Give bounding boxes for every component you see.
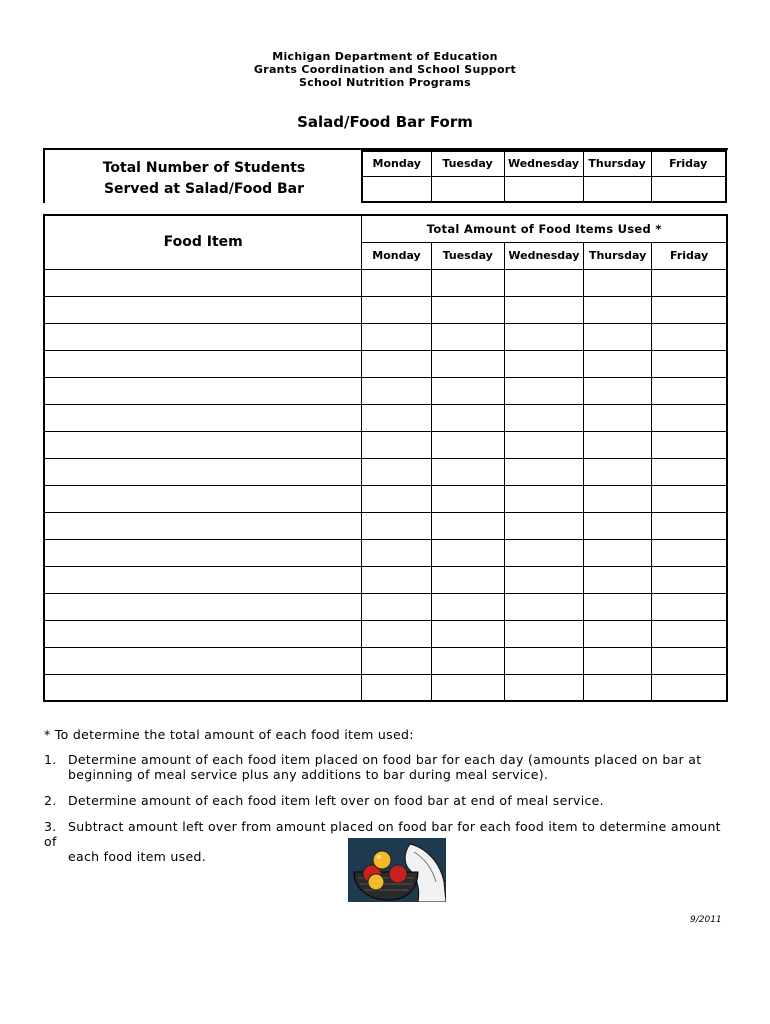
food-item-name-input[interactable] <box>44 458 362 485</box>
food-amount-monday-input[interactable] <box>362 458 431 485</box>
food-amount-friday-input[interactable] <box>652 674 727 701</box>
food-item-row <box>44 620 727 647</box>
food-amount-thursday-input[interactable] <box>584 269 652 296</box>
agency-name: Michigan Department of Education <box>272 50 498 63</box>
students-day-monday: Monday <box>362 151 431 176</box>
food-amount-tuesday-input[interactable] <box>431 485 504 512</box>
food-amount-thursday-input[interactable] <box>584 323 652 350</box>
apple-highlight <box>377 855 381 859</box>
food-amount-tuesday-input[interactable] <box>431 350 504 377</box>
food-item-row <box>44 593 727 620</box>
food-item-row <box>44 458 727 485</box>
items-day-tuesday: Tuesday <box>431 242 504 269</box>
food-amount-tuesday-input[interactable] <box>431 458 504 485</box>
food-amount-thursday-input[interactable] <box>584 593 652 620</box>
food-amount-thursday-input[interactable] <box>584 404 652 431</box>
students-friday-input[interactable] <box>651 176 726 202</box>
food-amount-wednesday-input[interactable] <box>504 674 583 701</box>
total-amount-header: Total Amount of Food Items Used * <box>362 215 727 242</box>
food-item-row <box>44 485 727 512</box>
food-amount-tuesday-input[interactable] <box>431 512 504 539</box>
items-day-monday: Monday <box>362 242 431 269</box>
food-item-row <box>44 674 727 701</box>
food-amount-tuesday-input[interactable] <box>431 269 504 296</box>
food-item-row <box>44 647 727 674</box>
students-wednesday-input[interactable] <box>504 176 583 202</box>
food-item-row <box>44 269 727 296</box>
food-item-name-input[interactable] <box>44 269 362 296</box>
note-step-2-text: Determine amount of each food item left over on food bar at end of meal service. <box>68 793 604 808</box>
note-step-1-text: Determine amount of each food item placed on food bar for each day (amounts placed on bar at <box>68 752 702 767</box>
items-day-friday: Friday <box>652 242 727 269</box>
students-tuesday-input[interactable] <box>431 176 504 202</box>
food-amount-wednesday-input[interactable] <box>504 593 583 620</box>
students-day-thursday: Thursday <box>583 151 651 176</box>
food-amount-tuesday-input[interactable] <box>431 593 504 620</box>
food-amount-friday-input[interactable] <box>652 539 727 566</box>
food-item-name-input[interactable] <box>44 512 362 539</box>
food-items-table <box>43 214 728 702</box>
food-amount-thursday-input[interactable] <box>584 620 652 647</box>
food-amount-tuesday-input[interactable] <box>431 620 504 647</box>
food-item-row <box>44 323 727 350</box>
food-amount-friday-input[interactable] <box>652 485 727 512</box>
food-amount-friday-input[interactable] <box>652 512 727 539</box>
food-item-row <box>44 539 727 566</box>
apple-basket-hand-illustration <box>348 838 446 902</box>
food-amount-monday-input[interactable] <box>362 512 431 539</box>
yellow-apple-bottom <box>368 874 384 890</box>
food-amount-monday-input[interactable] <box>362 485 431 512</box>
food-item-row <box>44 296 727 323</box>
note-step-1-text-cont: beginning of meal service plus any additions to bar during meal service). <box>68 767 549 782</box>
food-item-row <box>44 350 727 377</box>
students-thursday-input[interactable] <box>583 176 651 202</box>
food-amount-friday-input[interactable] <box>652 350 727 377</box>
division-name: Grants Coordination and School Support <box>253 63 517 76</box>
food-amount-wednesday-input[interactable] <box>504 323 583 350</box>
items-day-thursday: Thursday <box>584 242 652 269</box>
note-step-2 <box>44 793 734 808</box>
note-step-1-number: 1. <box>44 752 57 767</box>
food-item-name-input[interactable] <box>44 566 362 593</box>
food-amount-friday-input[interactable] <box>652 458 727 485</box>
items-day-wednesday: Wednesday <box>504 242 583 269</box>
note-step-3-number: 3. <box>44 819 57 834</box>
food-amount-wednesday-input[interactable] <box>504 539 583 566</box>
food-amount-wednesday-input[interactable] <box>504 458 583 485</box>
red-apple-right <box>389 865 407 883</box>
food-amount-thursday-input[interactable] <box>584 485 652 512</box>
students-day-wednesday: Wednesday <box>504 151 583 176</box>
food-amount-wednesday-input[interactable] <box>504 350 583 377</box>
food-amount-friday-input[interactable] <box>652 377 727 404</box>
food-item-name-input[interactable] <box>44 377 362 404</box>
food-amount-monday-input[interactable] <box>362 350 431 377</box>
food-amount-wednesday-input[interactable] <box>504 269 583 296</box>
food-item-name-input[interactable] <box>44 296 362 323</box>
food-amount-monday-input[interactable] <box>362 620 431 647</box>
food-item-name-input[interactable] <box>44 404 362 431</box>
students-count-table <box>361 150 727 203</box>
food-amount-monday-input[interactable] <box>362 566 431 593</box>
food-item-row <box>44 566 727 593</box>
food-amount-wednesday-input[interactable] <box>504 485 583 512</box>
food-item-name-input[interactable] <box>44 593 362 620</box>
food-amount-tuesday-input[interactable] <box>431 674 504 701</box>
food-amount-tuesday-input[interactable] <box>431 377 504 404</box>
food-amount-monday-input[interactable] <box>362 377 431 404</box>
food-amount-friday-input[interactable] <box>652 404 727 431</box>
students-label-line1: Total Number of Students <box>102 160 306 176</box>
food-amount-thursday-input[interactable] <box>584 431 652 458</box>
revision-date: 9/2011 <box>690 915 722 925</box>
food-item-row <box>44 431 727 458</box>
food-amount-wednesday-input[interactable] <box>504 566 583 593</box>
food-item-name-input[interactable] <box>44 350 362 377</box>
food-amount-thursday-input[interactable] <box>584 674 652 701</box>
food-amount-friday-input[interactable] <box>652 566 727 593</box>
food-amount-wednesday-input[interactable] <box>504 647 583 674</box>
food-amount-friday-input[interactable] <box>652 296 727 323</box>
note-step-1 <box>44 752 734 782</box>
food-amount-thursday-input[interactable] <box>584 539 652 566</box>
food-amount-monday-input[interactable] <box>362 593 431 620</box>
food-amount-wednesday-input[interactable] <box>504 512 583 539</box>
food-amount-friday-input[interactable] <box>652 323 727 350</box>
food-amount-tuesday-input[interactable] <box>431 566 504 593</box>
food-amount-thursday-input[interactable] <box>584 350 652 377</box>
food-amount-monday-input[interactable] <box>362 404 431 431</box>
food-amount-tuesday-input[interactable] <box>431 323 504 350</box>
students-monday-input[interactable] <box>362 176 431 202</box>
food-amount-friday-input[interactable] <box>652 647 727 674</box>
students-day-tuesday: Tuesday <box>431 151 504 176</box>
yellow-apple-top <box>373 851 391 869</box>
form-title: Salad/Food Bar Form <box>297 113 473 131</box>
food-item-name-input[interactable] <box>44 323 362 350</box>
food-amount-monday-input[interactable] <box>362 431 431 458</box>
food-amount-monday-input[interactable] <box>362 323 431 350</box>
food-amount-monday-input[interactable] <box>362 674 431 701</box>
food-amount-tuesday-input[interactable] <box>431 296 504 323</box>
food-amount-friday-input[interactable] <box>652 620 727 647</box>
program-name: School Nutrition Programs <box>298 76 471 89</box>
food-item-name-input[interactable] <box>44 674 362 701</box>
food-amount-tuesday-input[interactable] <box>431 539 504 566</box>
food-amount-tuesday-input[interactable] <box>431 647 504 674</box>
food-item-name-input[interactable] <box>44 431 362 458</box>
food-amount-friday-input[interactable] <box>652 593 727 620</box>
food-item-name-input[interactable] <box>44 539 362 566</box>
food-amount-friday-input[interactable] <box>652 269 727 296</box>
students-served-label <box>48 158 360 200</box>
food-amount-wednesday-input[interactable] <box>504 404 583 431</box>
food-amount-wednesday-input[interactable] <box>504 620 583 647</box>
food-amount-thursday-input[interactable] <box>584 458 652 485</box>
food-amount-wednesday-input[interactable] <box>504 431 583 458</box>
food-amount-monday-input[interactable] <box>362 539 431 566</box>
food-amount-thursday-input[interactable] <box>584 566 652 593</box>
food-item-row <box>44 404 727 431</box>
food-amount-thursday-input[interactable] <box>584 647 652 674</box>
food-amount-tuesday-input[interactable] <box>431 404 504 431</box>
food-amount-wednesday-input[interactable] <box>504 296 583 323</box>
food-amount-thursday-input[interactable] <box>584 377 652 404</box>
food-amount-friday-input[interactable] <box>652 431 727 458</box>
food-amount-wednesday-input[interactable] <box>504 377 583 404</box>
food-item-row <box>44 377 727 404</box>
food-amount-thursday-input[interactable] <box>584 512 652 539</box>
food-item-row <box>44 512 727 539</box>
food-item-name-input[interactable] <box>44 647 362 674</box>
notes-intro: * To determine the total amount of each food item used: <box>44 727 414 742</box>
note-step-3-text-cont: each food item used. <box>68 849 206 864</box>
food-item-name-input[interactable] <box>44 485 362 512</box>
food-amount-thursday-input[interactable] <box>584 296 652 323</box>
food-item-header: Food Item <box>44 215 362 269</box>
note-step-2-number: 2. <box>44 793 57 808</box>
students-day-friday: Friday <box>651 151 726 176</box>
students-label-line2: Served at Salad/Food Bar <box>103 181 305 197</box>
note-step-3-text: Subtract amount left over from amount placed on food bar for each food item to determine amount of <box>44 819 721 849</box>
food-item-name-input[interactable] <box>44 620 362 647</box>
food-amount-tuesday-input[interactable] <box>431 431 504 458</box>
food-amount-monday-input[interactable] <box>362 269 431 296</box>
food-amount-monday-input[interactable] <box>362 647 431 674</box>
food-amount-monday-input[interactable] <box>362 296 431 323</box>
